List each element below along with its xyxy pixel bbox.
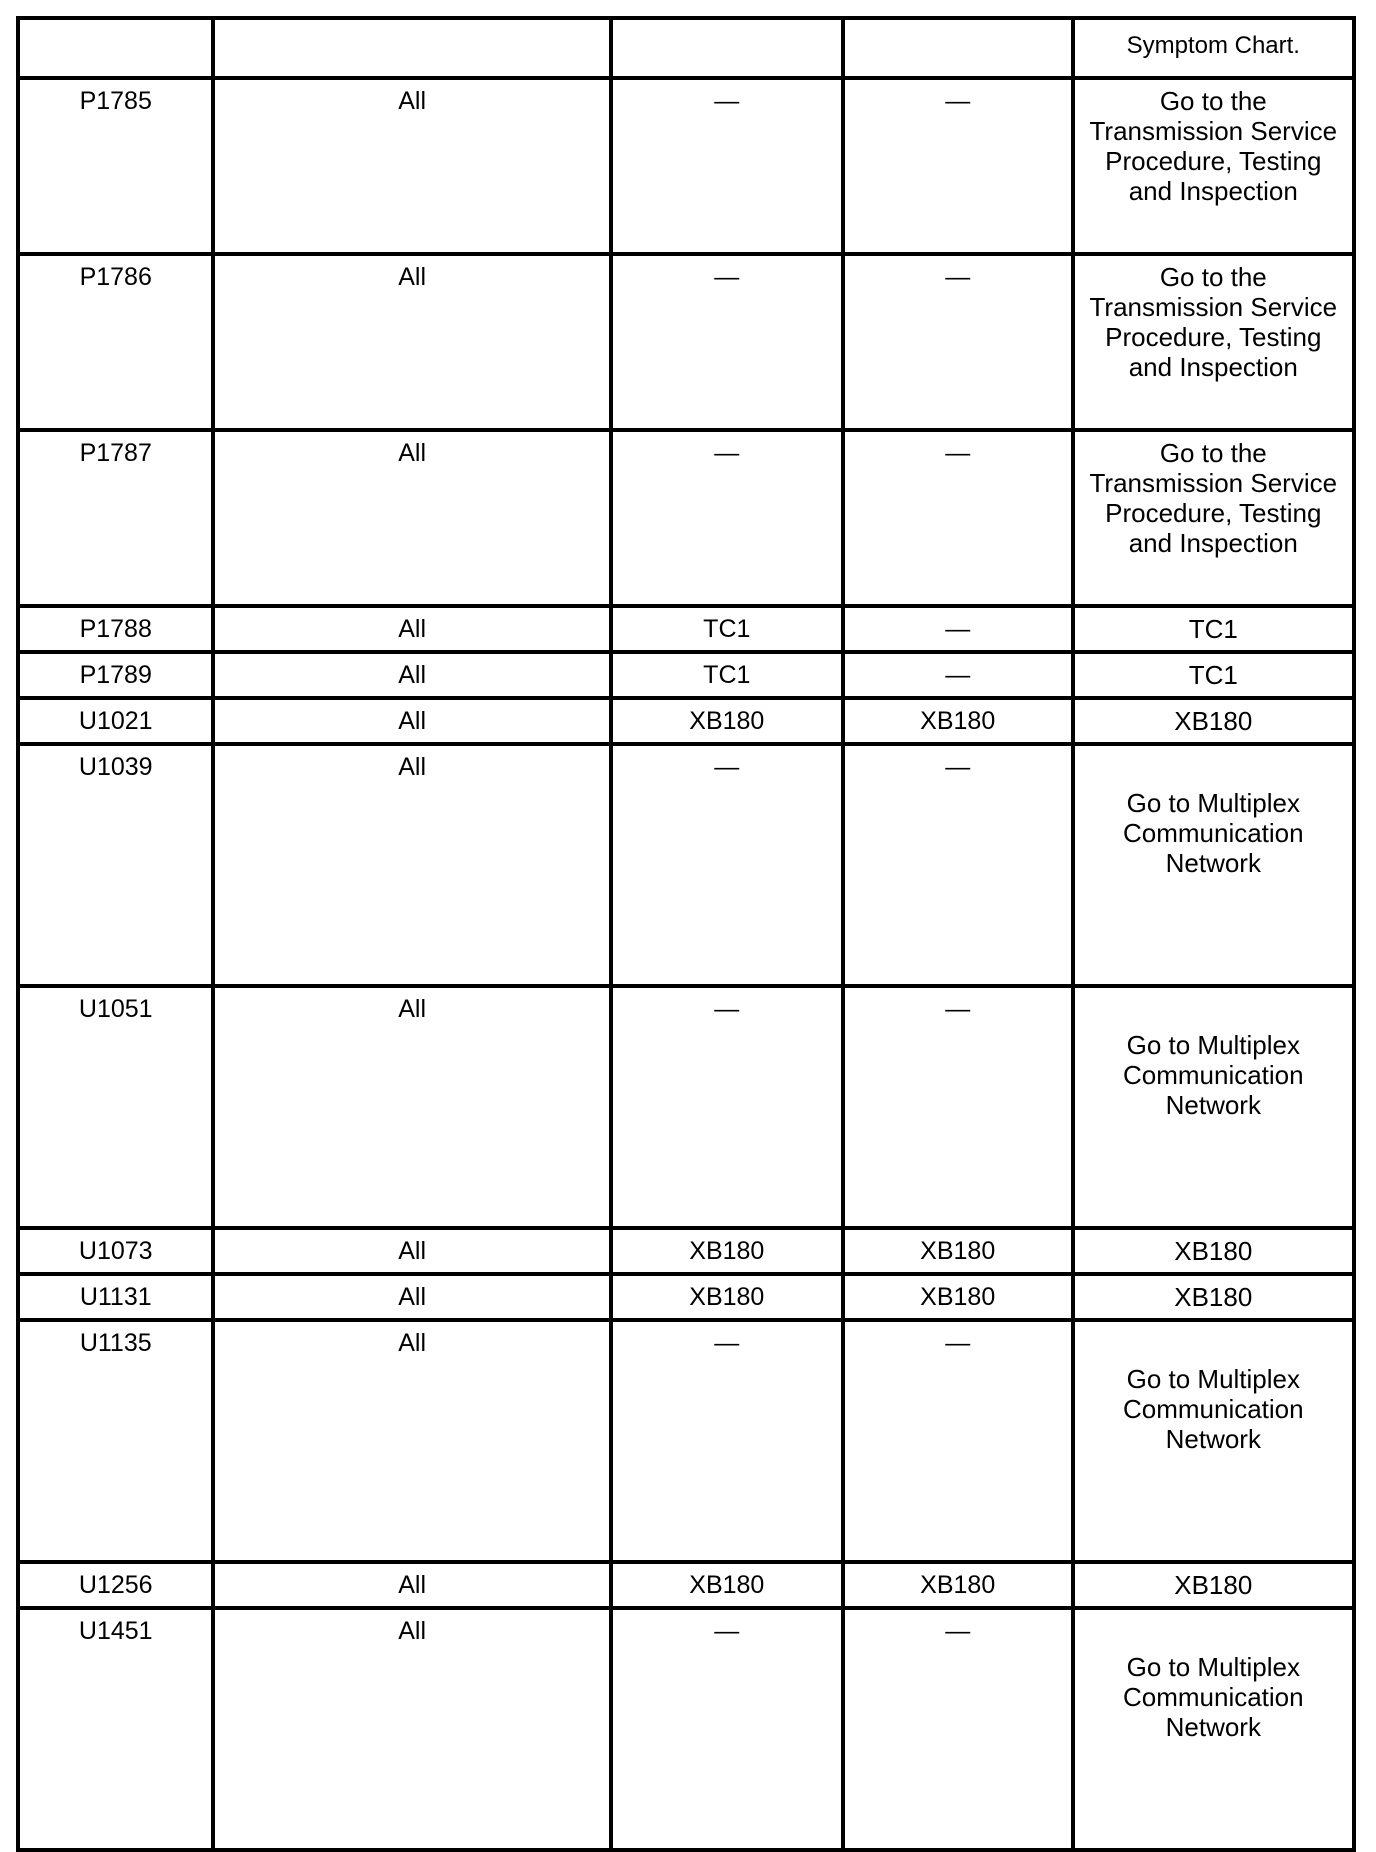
table-row — [18, 698, 1354, 744]
col4-value: — — [843, 1320, 1073, 1562]
application: All — [213, 744, 610, 986]
dtc-code: P1786 — [18, 254, 213, 430]
application: All — [213, 1320, 610, 1562]
application: All — [213, 1562, 610, 1608]
col3-value: — — [611, 1320, 843, 1562]
col3-value: TC1 — [611, 606, 843, 652]
dtc-code: P1788 — [18, 606, 213, 652]
dtc-code: U1135 — [18, 1320, 213, 1562]
reference-value: Go to the Transmission Service Procedure, Testing and Inspection — [1073, 430, 1354, 606]
reference-value: Go to Multiplex Communication Network — [1073, 1320, 1354, 1562]
reference-value: XB180 — [1073, 1228, 1354, 1274]
reference-value: TC1 — [1073, 652, 1354, 698]
col3-value: — — [611, 1608, 843, 1850]
dtc-code: P1785 — [18, 78, 213, 254]
table-row — [18, 986, 1354, 1228]
table-row — [18, 1274, 1354, 1320]
dtc-code: U1039 — [18, 744, 213, 986]
table-header-row — [18, 18, 1354, 78]
col4-value: XB180 — [843, 1274, 1073, 1320]
table-row — [18, 1608, 1354, 1850]
col3-value: TC1 — [611, 652, 843, 698]
col3-value: XB180 — [611, 698, 843, 744]
header-cell-col3 — [611, 18, 843, 78]
dtc-code: U1051 — [18, 986, 213, 1228]
header-cell-dtc — [18, 18, 213, 78]
header-cell-application — [213, 18, 610, 78]
application: All — [213, 606, 610, 652]
dtc-code: U1451 — [18, 1608, 213, 1850]
col4-value: XB180 — [843, 698, 1073, 744]
col3-value: — — [611, 430, 843, 606]
table-row — [18, 254, 1354, 430]
col4-value: — — [843, 1608, 1073, 1850]
col4-value: XB180 — [843, 1228, 1073, 1274]
application: All — [213, 78, 610, 254]
col3-value: — — [611, 78, 843, 254]
table-row — [18, 606, 1354, 652]
table-row — [18, 1562, 1354, 1608]
header-cell-col4 — [843, 18, 1073, 78]
dtc-table — [16, 16, 1356, 1852]
reference-value: XB180 — [1073, 1562, 1354, 1608]
col3-value: XB180 — [611, 1228, 843, 1274]
application: All — [213, 652, 610, 698]
application: All — [213, 1274, 610, 1320]
application: All — [213, 1228, 610, 1274]
reference-value: Go to Multiplex Communication Network — [1073, 744, 1354, 986]
application: All — [213, 698, 610, 744]
col3-value: XB180 — [611, 1274, 843, 1320]
application: All — [213, 986, 610, 1228]
table-row — [18, 652, 1354, 698]
dtc-code: U1073 — [18, 1228, 213, 1274]
reference-value: TC1 — [1073, 606, 1354, 652]
reference-value: XB180 — [1073, 1274, 1354, 1320]
application: All — [213, 1608, 610, 1850]
col4-value: — — [843, 986, 1073, 1228]
header-cell-reference: Symptom Chart. — [1073, 18, 1354, 78]
table-row — [18, 430, 1354, 606]
col4-value: — — [843, 744, 1073, 986]
col4-value: — — [843, 254, 1073, 430]
dtc-code: U1021 — [18, 698, 213, 744]
col3-value: — — [611, 744, 843, 986]
col4-value: — — [843, 606, 1073, 652]
table-row — [18, 1320, 1354, 1562]
reference-value: XB180 — [1073, 698, 1354, 744]
dtc-code: U1256 — [18, 1562, 213, 1608]
application: All — [213, 254, 610, 430]
col3-value: — — [611, 986, 843, 1228]
table-row — [18, 78, 1354, 254]
col4-value: — — [843, 430, 1073, 606]
col4-value: XB180 — [843, 1562, 1073, 1608]
application: All — [213, 430, 610, 606]
table-row — [18, 1228, 1354, 1274]
col3-value: XB180 — [611, 1562, 843, 1608]
col4-value: — — [843, 652, 1073, 698]
reference-value: Go to the Transmission Service Procedure, Testing and Inspection — [1073, 78, 1354, 254]
reference-value: Go to Multiplex Communication Network — [1073, 1608, 1354, 1850]
dtc-code: P1787 — [18, 430, 213, 606]
reference-value: Go to the Transmission Service Procedure, Testing and Inspection — [1073, 254, 1354, 430]
col3-value: — — [611, 254, 843, 430]
reference-value: Go to Multiplex Communication Network — [1073, 986, 1354, 1228]
col4-value: — — [843, 78, 1073, 254]
dtc-code: U1131 — [18, 1274, 213, 1320]
dtc-code: P1789 — [18, 652, 213, 698]
table-row — [18, 744, 1354, 986]
